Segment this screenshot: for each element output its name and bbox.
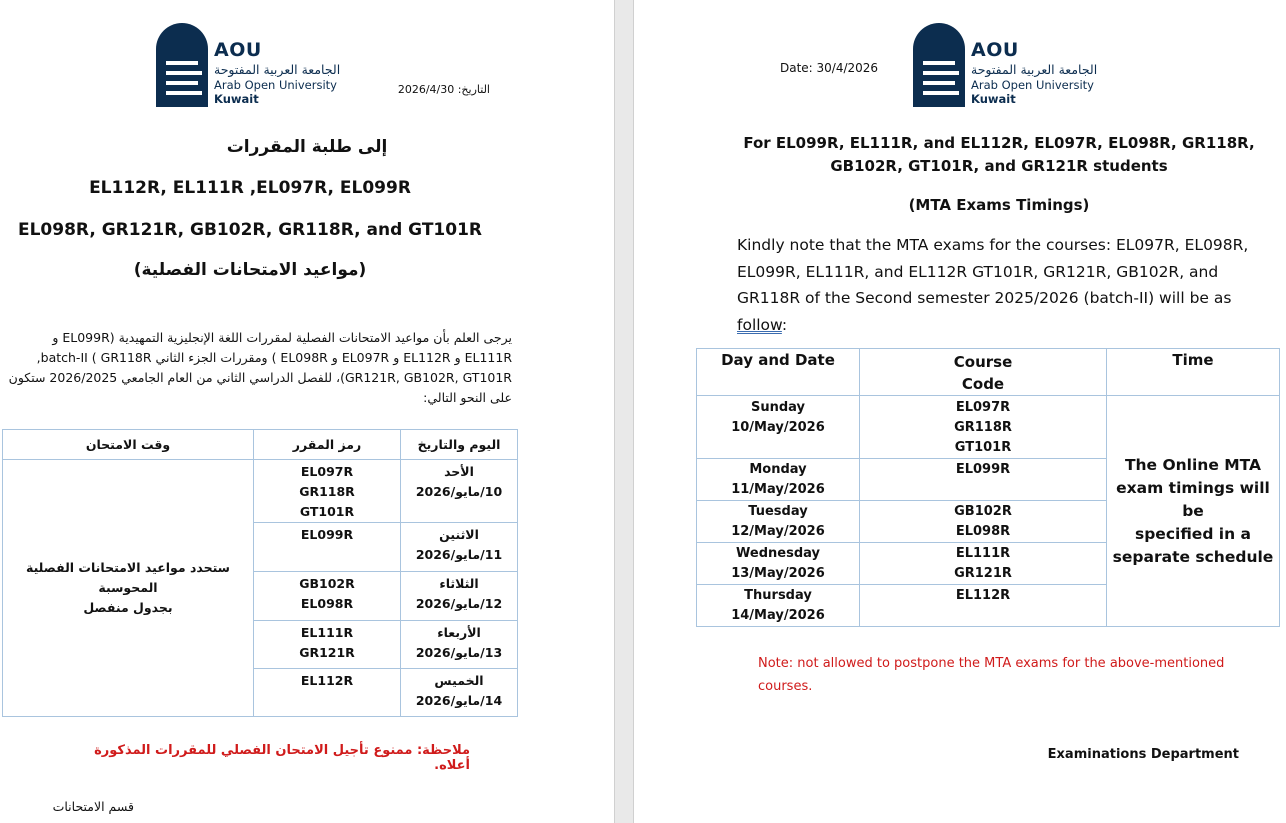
row-day-date bbox=[697, 501, 860, 543]
time-note-line: exam timings will be bbox=[1116, 478, 1270, 520]
row-day: الثلاثاء bbox=[439, 576, 479, 591]
course-code: GB102R bbox=[299, 576, 355, 591]
row-date: 14/مايو/2026 bbox=[415, 693, 503, 708]
row-course-codes bbox=[254, 572, 401, 621]
table-row bbox=[3, 460, 518, 523]
row-day-date bbox=[401, 460, 518, 523]
course-code: GR118R bbox=[954, 420, 1012, 435]
row-day-date bbox=[697, 543, 860, 585]
row-day: Tuesday bbox=[748, 504, 808, 519]
course-code: EL098R bbox=[300, 596, 354, 611]
header-course-code bbox=[860, 349, 1107, 396]
row-day-date bbox=[401, 621, 518, 669]
notice-paragraph bbox=[4, 328, 512, 408]
course-code: GT101R bbox=[954, 440, 1012, 455]
time-note-line: The Online MTA bbox=[1124, 455, 1262, 474]
row-day-date bbox=[401, 523, 518, 572]
notice-line: يرجى العلم بأن مواعيد الامتحانات الفصلية لمقررات اللغة الإنجليزية التمهيدية (EL099R و bbox=[52, 330, 512, 345]
row-date: 11/مايو/2026 bbox=[415, 547, 503, 562]
header-exam-time: وقت الامتحان bbox=[3, 430, 254, 460]
row-date: 13/May/2026 bbox=[731, 566, 825, 581]
row-day-date bbox=[401, 572, 518, 621]
document-date: Date: 30/4/2026 bbox=[780, 61, 879, 75]
exam-time-note bbox=[1107, 396, 1280, 627]
page-subtitle: (مواعيد الامتحانات الفصلية) bbox=[133, 260, 367, 280]
exam-schedule-table bbox=[2, 429, 518, 717]
course-code: GR121R bbox=[299, 645, 355, 660]
row-date: 10/May/2026 bbox=[731, 420, 825, 435]
row-day-date bbox=[697, 459, 860, 501]
row-day-date bbox=[401, 669, 518, 717]
page-gutter bbox=[614, 0, 634, 823]
table-header-row bbox=[697, 349, 1280, 396]
header-day-date: Day and Date bbox=[697, 349, 860, 396]
row-day: Wednesday bbox=[736, 546, 820, 561]
row-day: Monday bbox=[749, 462, 807, 477]
note-line: courses. bbox=[758, 679, 813, 694]
course-code: EL098R bbox=[955, 524, 1011, 539]
aou-logo bbox=[156, 23, 340, 107]
course-code: EL097R bbox=[955, 400, 1011, 415]
row-day: الاثنين bbox=[439, 527, 479, 542]
notice-line: EL111R و EL112R و EL097R و EL098R ) ومقررات الجزء الثاني batch-II ( GR118R, bbox=[36, 350, 512, 365]
aou-logo-mark-icon bbox=[156, 23, 208, 107]
arabic-page bbox=[0, 0, 614, 823]
course-code: EL112R bbox=[955, 588, 1011, 603]
logo-branch: Kuwait bbox=[971, 92, 1016, 106]
course-code: GR118R bbox=[299, 484, 355, 499]
row-date: 11/May/2026 bbox=[731, 482, 825, 497]
row-course-codes bbox=[254, 621, 401, 669]
heading-line: For EL099R, EL111R, and EL112R, EL097R, EL098R, GR118R, bbox=[743, 134, 1255, 152]
row-day: الخميس bbox=[434, 673, 484, 688]
course-code: EL099R bbox=[955, 462, 1011, 477]
notice-line: Kindly note that the MTA exams for the courses: EL097R, EL098R, bbox=[737, 236, 1249, 254]
aou-logo-mark-icon bbox=[913, 23, 965, 107]
notice-punctuation: : bbox=[781, 315, 788, 334]
logo-english-name: Arab Open University bbox=[971, 77, 1094, 92]
row-date: 10/مايو/2026 bbox=[415, 484, 503, 499]
course-code: EL111R bbox=[955, 546, 1011, 561]
courses-line-2: EL098R, GR121R, GB102R, GR118R, and GT101R bbox=[17, 220, 482, 240]
notice-line: على النحو التالي: bbox=[423, 390, 512, 405]
logo-arabic-name: الجامعة العربية المفتوحة bbox=[971, 62, 1098, 77]
header-course-line: Course bbox=[953, 353, 1013, 371]
document-date: التاريخ: 2026/4/30 bbox=[397, 83, 490, 96]
row-day: الأحد bbox=[444, 464, 474, 479]
page-subtitle: (MTA Exams Timings) bbox=[908, 196, 1090, 214]
row-course-codes bbox=[860, 459, 1107, 501]
row-course-codes bbox=[254, 669, 401, 717]
heading-line: GB102R, GT101R, and GR121R students bbox=[830, 157, 1168, 175]
course-code: EL097R bbox=[300, 464, 354, 479]
row-date: 12/May/2026 bbox=[731, 524, 825, 539]
header-course-code: رمز المقرر bbox=[254, 430, 401, 460]
row-day: الأربعاء bbox=[437, 625, 481, 640]
examinations-department-signature: Examinations Department bbox=[1047, 747, 1239, 762]
row-date: 12/مايو/2026 bbox=[415, 596, 503, 611]
logo-english-name: Arab Open University bbox=[214, 77, 337, 92]
exam-time-note bbox=[3, 460, 254, 717]
table-header-row bbox=[3, 430, 518, 460]
logo-arabic-name: الجامعة العربية المفتوحة bbox=[214, 62, 341, 77]
table-row bbox=[697, 396, 1280, 459]
row-course-codes bbox=[254, 460, 401, 523]
english-page bbox=[634, 0, 1286, 823]
row-day: Sunday bbox=[750, 400, 806, 415]
header-course-line: Code bbox=[961, 375, 1005, 393]
notice-line: GR118R of the Second semester 2025/2026 (batch-II) will be as bbox=[737, 289, 1232, 307]
examinations-department-signature: قسم الامتحانات bbox=[52, 799, 134, 814]
row-course-codes bbox=[860, 396, 1107, 459]
notice-line: EL099R, EL111R, and EL112R GT101R, GR121R, GB102R, and bbox=[737, 262, 1219, 281]
header-day-date: اليوم والتاريخ bbox=[401, 430, 518, 460]
time-note-line: specified in a bbox=[1134, 524, 1252, 543]
aou-logo bbox=[913, 23, 1097, 107]
heading-to-students: إلى طلبة المقررات bbox=[226, 137, 388, 157]
logo-abbr: AOU bbox=[214, 39, 262, 61]
course-code: GB102R bbox=[954, 504, 1012, 519]
notice-paragraph bbox=[737, 232, 1257, 338]
course-code: EL112R bbox=[300, 673, 354, 688]
logo-abbr: AOU bbox=[971, 39, 1019, 61]
time-note-line: ستحدد مواعيد الامتحانات الفصلية المحوسبة bbox=[26, 560, 230, 595]
row-day: Thursday bbox=[744, 588, 812, 603]
course-code: EL111R bbox=[300, 625, 354, 640]
row-course-codes bbox=[860, 543, 1107, 585]
row-course-codes bbox=[860, 501, 1107, 543]
header-time: Time bbox=[1107, 349, 1280, 396]
row-course-codes bbox=[254, 523, 401, 572]
time-note-line: بجدول منفصل bbox=[83, 600, 173, 615]
notice-line: GR121R, GB102R, GT101R)، للفصل الدراسي الثاني من العام الجامعي 2026/2025 ستكون bbox=[8, 370, 512, 385]
row-day-date bbox=[697, 585, 860, 627]
course-code: GT101R bbox=[299, 504, 355, 519]
time-note-line: separate schedule bbox=[1112, 547, 1274, 566]
heading-students bbox=[724, 132, 1274, 178]
row-date: 14/May/2026 bbox=[731, 608, 825, 623]
course-code: GR121R bbox=[954, 566, 1012, 581]
postpone-note bbox=[758, 652, 1258, 698]
note-line: Note: not allowed to postpone the MTA exams for the above-mentioned bbox=[758, 656, 1225, 671]
exam-schedule-table bbox=[696, 348, 1280, 627]
row-course-codes bbox=[860, 585, 1107, 627]
notice-last-word: follow bbox=[737, 315, 782, 334]
course-code: EL099R bbox=[300, 527, 354, 542]
courses-line-1: EL112R, EL111R ,EL097R, EL099R bbox=[89, 178, 411, 198]
row-day-date bbox=[697, 396, 860, 459]
logo-branch: Kuwait bbox=[214, 92, 259, 106]
row-date: 13/مايو/2026 bbox=[415, 645, 503, 660]
postpone-note: ملاحظة: ممنوع تأجيل الامتحان الفصلي للمقررات المذكورة أعلاه. bbox=[94, 743, 470, 773]
